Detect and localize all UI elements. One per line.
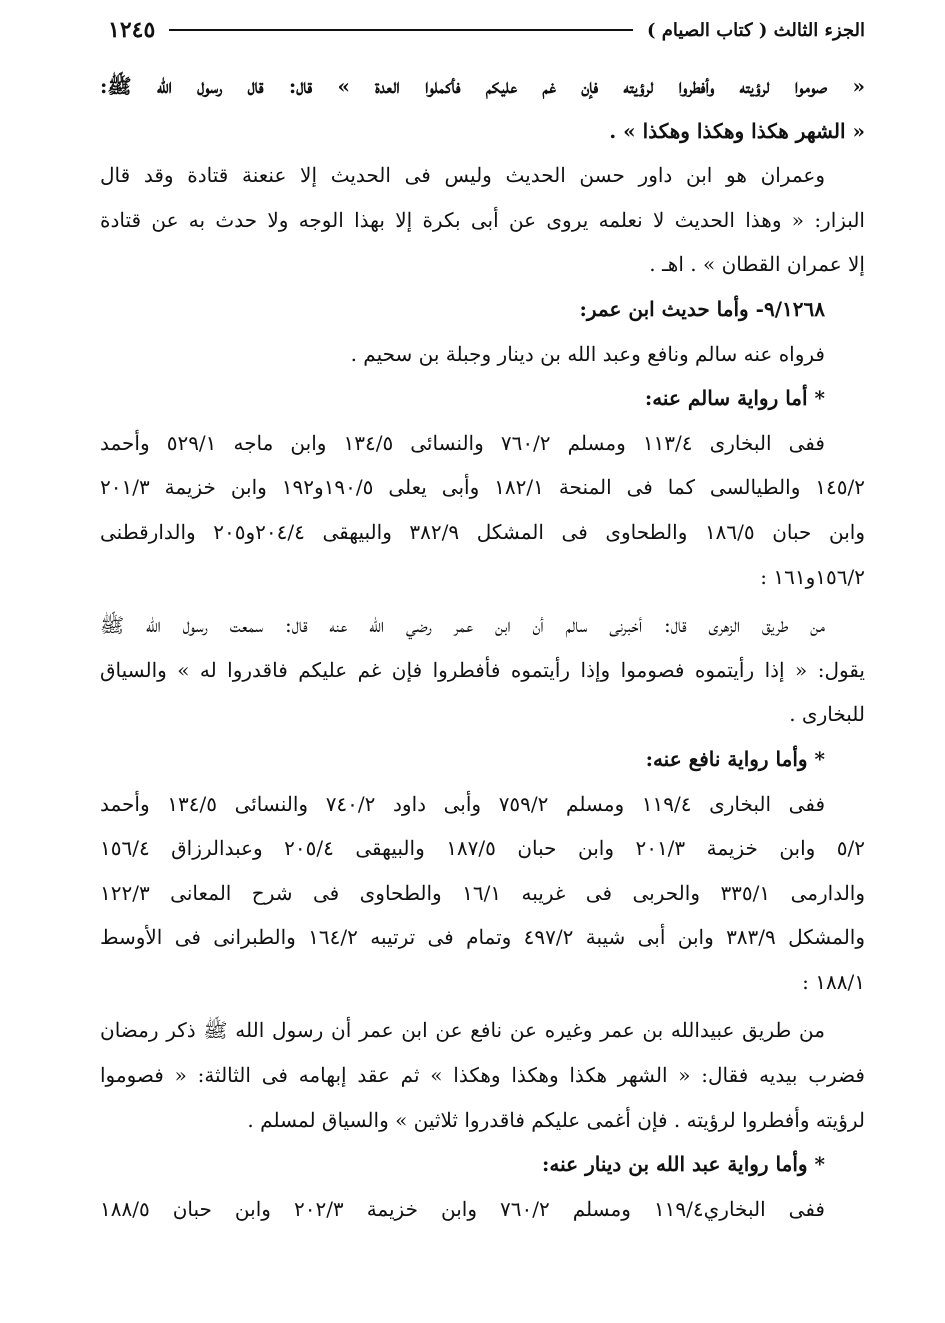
text-line: من طريق عبيدالله بن عمر وغيره عن نافع عن ابن عمر أن رسول الله ﷺ ذكر رمضان — [100, 1018, 825, 1043]
page-header — [108, 10, 865, 50]
text-line: لرؤيته وأفطروا لرؤيته . فإن أغمى عليكم فاقدروا ثلاثين » والسياق لمسلم . — [247, 1107, 865, 1132]
running-title: الجزء الثالث ( كتاب الصيام ) — [646, 19, 865, 41]
text-line: ١٥٦/٢و١٦١ : — [760, 564, 865, 589]
section-heading: ٩/١٢٦٨- وأما حديث ابن عمر: — [579, 296, 825, 321]
text-line: فضرب بيديه فقال: « الشهر هكذا وهكذا وهكذا » ثم عقد إبهامه فى الثالثة: « فصوموا — [100, 1063, 865, 1088]
text-line: إلا عمران القطان » . اهـ . — [649, 252, 865, 277]
subsection-heading: * وأما رواية عبد الله بن دينار عنه: — [542, 1152, 825, 1177]
text-line: ١٤٥/٢ والطيالسى كما فى المنحة ١٨٢/١ وأبى يعلى ١٩٠/٥و١٩٢ وابن خزيمة ٢٠١/٣ — [100, 475, 865, 500]
text-line: والدارمى ٣٣٥/١ والحربى فى غريبه ١٦/١ والطحاوى فى شرح المعانى ١٢٢/٣ — [100, 880, 865, 905]
text-line: ففى البخاري١١٩/٤ ومسلم ٧٦٠/٢ وابن خزيمة ٢٠٢/٣ وابن حبان ١٨٨/٥ — [100, 1196, 825, 1221]
text-line: فرواه عنه سالم ونافع وعبد الله بن دينار وجبلة بن سحيم . — [350, 341, 825, 366]
text-line: من طريق الزهرى قال: أخبرنى سالم أن ابن عمر رضي الله عنه قال: سمعت رسول الله ﷺ — [100, 613, 825, 638]
subsection-heading: * أما رواية سالم عنه: — [644, 386, 825, 411]
subsection-heading: * وأما رواية نافع عنه: — [645, 746, 825, 771]
text-line: وابن حبان ١٨٦/٥ والطحاوى فى المشكل ٣٨٢/٩ والبيهقى ٢٠٤/٤و٢٠٥ والدارقطنى — [100, 519, 865, 544]
text-line: وعمران هو ابن داور حسن الحديث وليس فى الحديث إلا عنعنة قتادة وقد قال — [100, 163, 825, 188]
text-line: ١٨٨/١ : — [802, 969, 865, 994]
text-line: البزار: « وهذا الحديث لا نعلمه يروى عن أبى بكرة إلا بهذا الوجه ولا حدث به عن قتادة — [100, 207, 865, 232]
page-number: ١٢٤٥ — [108, 17, 156, 43]
page-body — [100, 64, 865, 1303]
text-line: ٥/٢ وابن خزيمة ٢٠١/٣ وابن حبان ١٨٧/٥ والبيهقى ٢٠٥/٤ وعبدالرزاق ١٥٦/٤ — [100, 836, 865, 861]
text-line: والمشكل ٣٨٣/٩ وابن أبى شيبة ٤٩٧/٢ وتمام فى ترتيبه ١٦٤/٢ والطبرانى فى الأوسط — [100, 925, 865, 950]
text-line: ففى البخارى ١١٩/٤ ومسلم ٧٥٩/٢ وأبى داود ٧٤٠/٢ والنسائى ١٣٤/٥ وأحمد — [100, 791, 826, 816]
text-line: « صوموا لرؤيته وأفطروا لرؤيته فإن غم عليكم فأكملوا العدة » قال: قال رسول الله ﷺ: — [100, 74, 865, 98]
text-line: للبخارى . — [789, 702, 865, 727]
text-line: « الشهر هكذا وهكذا وهكذا » . — [609, 118, 865, 143]
text-line: يقول: « إذا رأيتموه فصوموا وإذا رأيتموه فأفطروا فإن غم عليكم فاقدروا له » والسياق — [100, 657, 865, 682]
header-rule — [169, 29, 633, 31]
text-line: ففى البخارى ١١٣/٤ ومسلم ٧٦٠/٢ والنسائى ١٣٤/٥ وابن ماجه ٥٢٩/١ وأحمد — [100, 430, 825, 455]
